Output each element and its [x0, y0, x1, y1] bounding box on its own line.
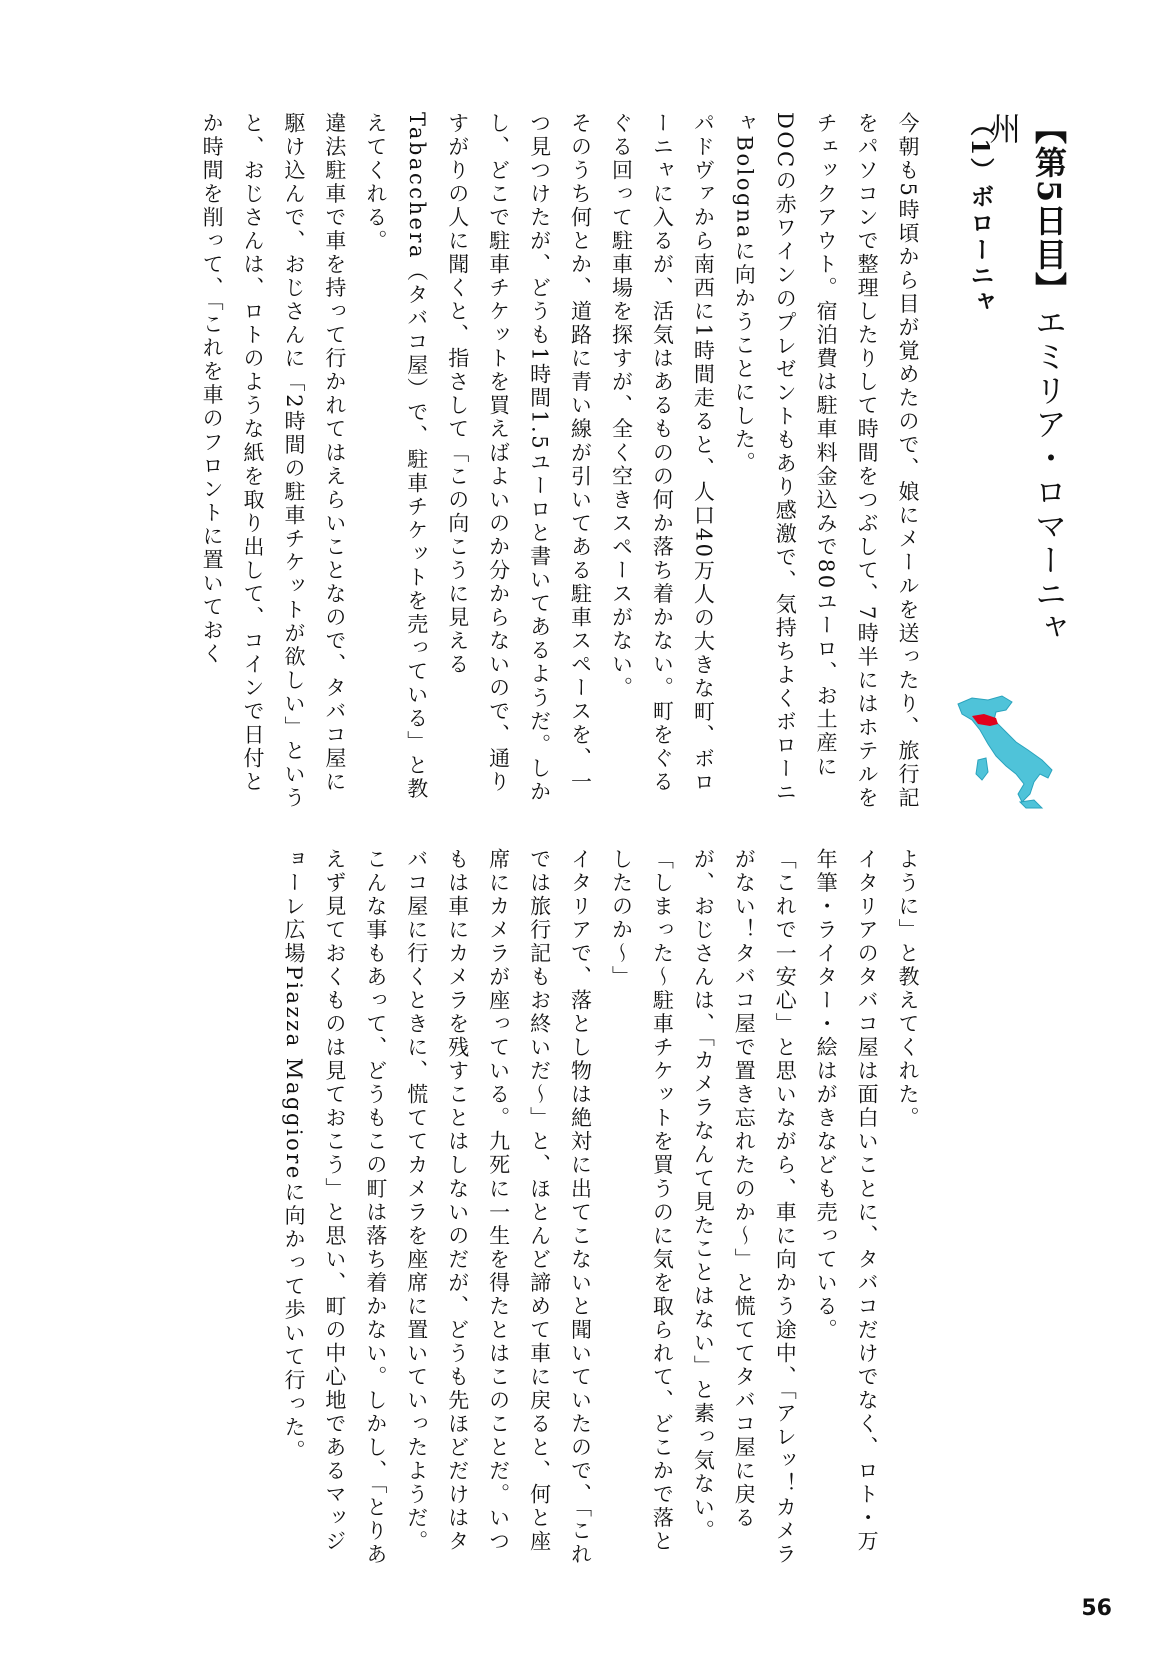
italy-map-icon	[950, 690, 1060, 810]
page-number: 56	[1081, 1596, 1112, 1621]
region-name: エミリア・ロマーニャ州	[984, 112, 1068, 645]
section-heading: （1）ボローニャ	[966, 112, 995, 316]
chapter-label: 【第5日目】	[1030, 112, 1068, 306]
body-text-lower: ように」と教えてくれた。 イタリアのタバコ屋は面白いことに、タバコだけでなく、ロト・万年筆・ライター・絵はがきなども売っている。 「これで一安心」と思いながら、車に向かう途中、「アレッ！カメラがない！タバコ屋で置き忘れたのか〜」と慌ててタバコ屋に戻るが、おじさんは、「カメラなんて見たことはない」と素っ気ない。「しまった〜駐車チケットを買うのに気を取られて、どこかで落としたのか〜」 イタリアで、落とし物は絶対に出てこないと聞いていたので、「これでは旅行記もお終いだ〜」と、ほとんど諦めて車に戻ると、何と座席にカメラが座っている。九死に一生を得たとはこのことだ。いつもは車にカメラを残すことはしないのだが、どうも先ほどだけはタバコ屋に行くときに、慌ててカメラを座席に置いていったようだ。 こんな事もあって、どうもこの町は落ち着かない。しかし、「とりあえず見ておくものは見ておこう」と思い、町の中心地であるマッジョーレ広場Piazza Maggioreに向かって歩いて行った。	[281, 848, 920, 1567]
body-text-upper: 今朝も5時頃から目が覚めたので、娘にメールを送ったり、旅行記をパソコンで整理したりして時間をつぶして、7時半にはホテルをチェックアウト。宿泊費は駐車料金込みで80ユーロ、お土産にDOCの赤ワインのプレゼントもあり感激で、気持ちよくボローニャBolognaに向かうことにした。 パドヴァから南西に1時間走ると、人口40万人の大きな町、ボローニャに入るが、活気はあるものの何か落ち着かない。町をぐるぐる回って駐車場を探すが、全く空きスペースがない。 そのうち何とか、道路に青い線が引いてある駐車スペースを、一つ見つけたが、どうも1時間1.5ユーロと書いてあるようだ。しかし、どこで駐車チケットを買えばよいのか分からないので、通りすがりの人に聞くと、指さして「この向こうに見えるTabacchera（タバコ屋）で、駐車チケットを売っている」と教えてくれる。 違法駐車で車を持って行かれてはえらいことなので、タバコ屋に駆け込んで、おじさんに「2時間の駐車チケットが欲しい」というと、おじさんは、ロトのような紙を取り出して、コインで日付とか時間を削って、「これを車のフロントに置いておく	[200, 112, 920, 810]
